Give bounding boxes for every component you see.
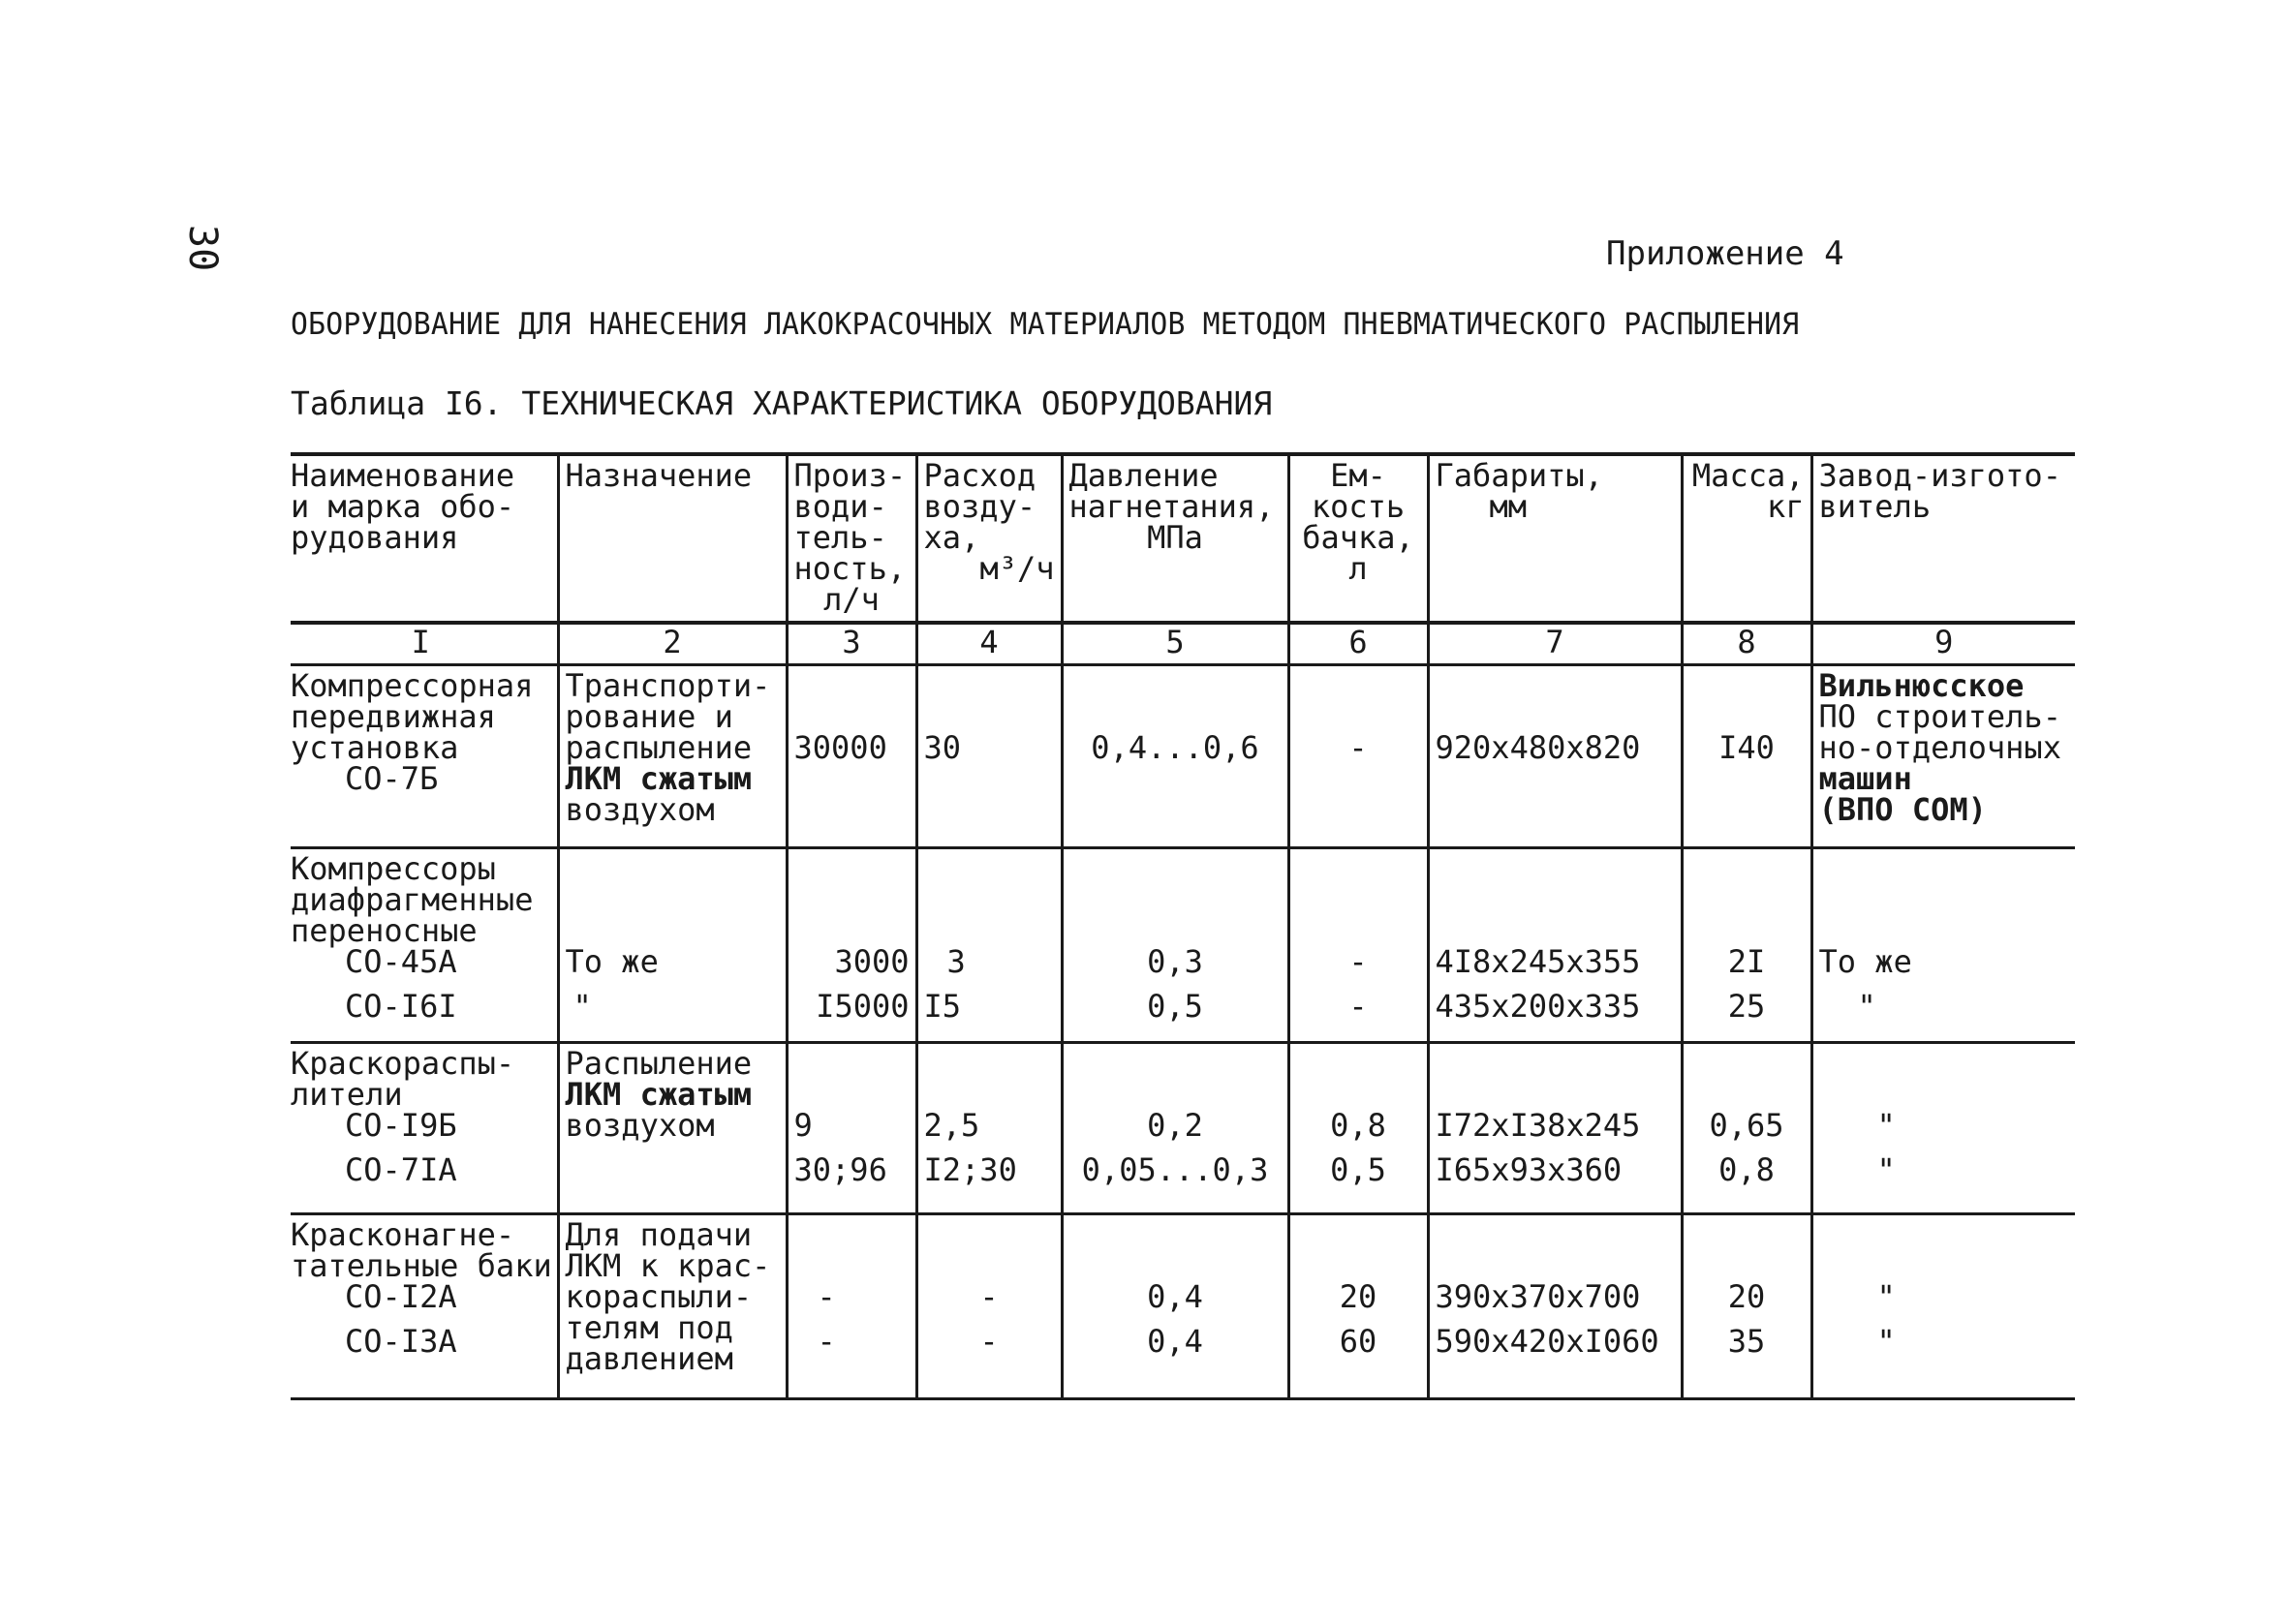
table-row [291, 1214, 2075, 1399]
equipment-name: Компрессорная передвижная установка СО-7Б [291, 665, 558, 848]
column-number: 8 [1682, 623, 1811, 665]
air-consumption: 30 [916, 665, 1062, 848]
header-tank-capacity: Ем- кость бачка, л [1288, 454, 1428, 623]
manufacturer: " " [1811, 1043, 2075, 1214]
mass: I40 [1682, 665, 1811, 848]
dimensions: 390x370x700 590x420xI060 [1428, 1214, 1682, 1399]
header-pressure: Давление нагнетания, МПа [1062, 454, 1288, 623]
air-consumption: - - [916, 1214, 1062, 1399]
tank-capacity: - - [1288, 848, 1428, 1043]
pressure: 0,4 0,4 [1062, 1214, 1288, 1399]
tank-capacity: 20 60 [1288, 1214, 1428, 1399]
table-row [291, 1043, 2075, 1214]
header-air-consumption: Расход возду- ха, м³/ч [916, 454, 1062, 623]
manufacturer: " " [1811, 1214, 2075, 1399]
air-consumption: 3 I5 [916, 848, 1062, 1043]
manufacturer: То же " [1811, 848, 2075, 1043]
equipment-purpose: То же " [558, 848, 787, 1043]
column-number: 4 [916, 623, 1062, 665]
column-number: 6 [1288, 623, 1428, 665]
page-number: 30 [180, 225, 225, 272]
manufacturer: Вильнюсское ПО строитель- но-отделочных машин (ВПО СОМ) [1811, 665, 2075, 848]
mass: 20 35 [1682, 1214, 1811, 1399]
table-row [291, 665, 2075, 848]
mass: 0,65 0,8 [1682, 1043, 1811, 1214]
productivity: 9 30;96 [787, 1043, 916, 1214]
pressure: 0,2 0,05...0,3 [1062, 1043, 1288, 1214]
column-number-row [291, 623, 2075, 665]
air-consumption: 2,5 I2;30 [916, 1043, 1062, 1214]
column-number: 7 [1428, 623, 1682, 665]
appendix-label: Приложение 4 [1606, 234, 1844, 273]
dimensions: 920x480x820 [1428, 665, 1682, 848]
column-number: 9 [1811, 623, 2075, 665]
table-header-row [291, 454, 2075, 623]
pressure: 0,3 0,5 [1062, 848, 1288, 1043]
equipment-spec-table [291, 452, 2075, 1400]
equipment-purpose: Для подачи ЛКМ к крас- кораспыли- телям под давлением [558, 1214, 787, 1399]
productivity: - - [787, 1214, 916, 1399]
equipment-purpose: Транспорти- рование и распыление ЛКМ сжатым воздухом [558, 665, 787, 848]
document-title: ОБОРУДОВАНИЕ ДЛЯ НАНЕСЕНИЯ ЛАКОКРАСОЧНЫХ МАТЕРИАЛОВ МЕТОДОМ ПНЕВМАТИЧЕСКОГО РАСПЫЛЕНИЯ [291, 307, 1800, 342]
column-number: I [291, 623, 558, 665]
column-number: 5 [1062, 623, 1288, 665]
equipment-purpose: Распыление ЛКМ сжатым воздухом [558, 1043, 787, 1214]
dimensions: I72xI38x245 I65x93x360 [1428, 1043, 1682, 1214]
tank-capacity: 0,8 0,5 [1288, 1043, 1428, 1214]
productivity: 3000 I5000 [787, 848, 916, 1043]
productivity: 30000 [787, 665, 916, 848]
pressure: 0,4...0,6 [1062, 665, 1288, 848]
equipment-name: Красконагне- тательные баки СО-I2А СО-I3А [291, 1214, 558, 1399]
header-name: Наименование и марка обо- рудования [291, 454, 558, 623]
column-number: 2 [558, 623, 787, 665]
table-caption: Таблица I6. ТЕХНИЧЕСКАЯ ХАРАКТЕРИСТИКА ОБОРУДОВАНИЯ [291, 384, 1273, 422]
dimensions: 4I8x245x355 435x200x335 [1428, 848, 1682, 1043]
header-purpose: Назначение [558, 454, 787, 623]
equipment-name: Краскораспы- лители СО-I9Б СО-7IА [291, 1043, 558, 1214]
header-manufacturer: Завод-изгото- витель [1811, 454, 2075, 623]
column-number: 3 [787, 623, 916, 665]
mass: 2I 25 [1682, 848, 1811, 1043]
header-dimensions: Габариты, мм [1428, 454, 1682, 623]
header-productivity: Произ- води- тель- ность, л/ч [787, 454, 916, 623]
header-mass: Масса, кг [1682, 454, 1811, 623]
tank-capacity: - [1288, 665, 1428, 848]
table-row [291, 848, 2075, 1043]
equipment-name: Компрессоры диафрагменные переносные СО-45А СО-I6I [291, 848, 558, 1043]
